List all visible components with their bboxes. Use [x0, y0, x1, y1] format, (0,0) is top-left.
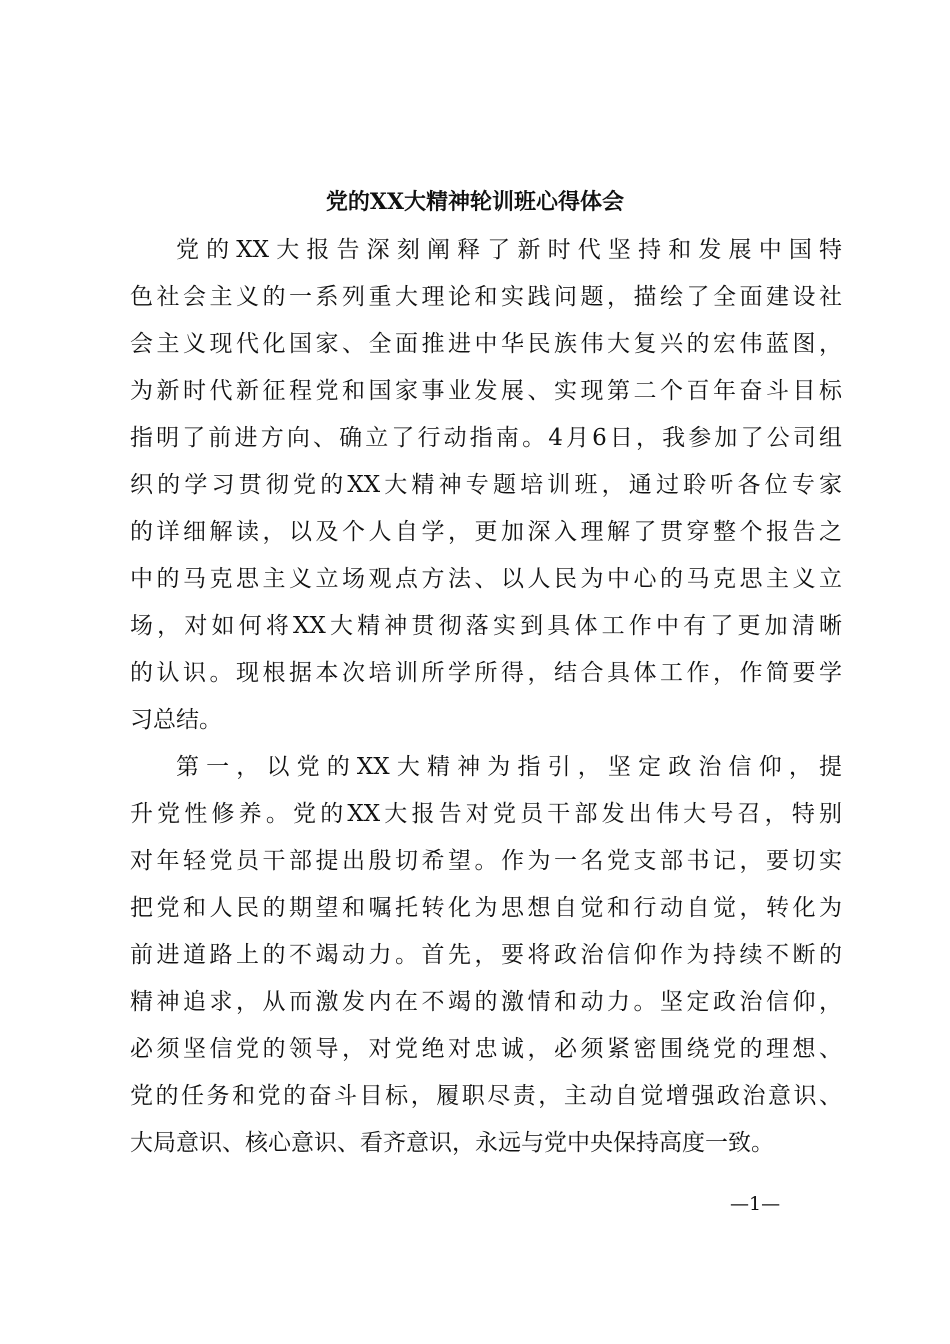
document-title: 党的XX大精神轮训班心得体会	[325, 189, 625, 215]
paragraph-1-line-2: 色社会主义的一系列重大理论和实践问题，描绘了全面建设社	[130, 284, 842, 310]
page-number: —1—	[730, 1193, 781, 1215]
paragraph-2-line-7: 必须坚信党的领导，对党绝对忠诚，必须紧密围绕党的理想、	[130, 1036, 842, 1062]
paragraph-1-line-3: 会主义现代化国家、全面推进中华民族伟大复兴的宏伟蓝图，	[130, 331, 842, 357]
paragraph-2-line-2: 升党性修养。党的XX大报告对党员干部发出伟大号召，特别	[130, 801, 842, 827]
paragraph-1-line-5: 指明了前进方向、确立了行动指南。4月6日，我参加了公司组	[130, 425, 842, 451]
paragraph-2-line-1: 第一，以党的XX大精神为指引，坚定政治信仰，提	[176, 754, 842, 780]
paragraph-2-line-8: 党的任务和党的奋斗目标，履职尽责，主动自觉增强政治意识、	[130, 1083, 842, 1109]
paragraph-2-line-6: 精神追求，从而激发内在不竭的激情和动力。坚定政治信仰，	[130, 989, 842, 1015]
paragraph-1-line-1: 党的XX大报告深刻阐释了新时代坚持和发展中国特	[176, 237, 842, 263]
paragraph-2-line-3: 对年轻党员干部提出殷切希望。作为一名党支部书记，要切实	[130, 848, 842, 874]
paragraph-1-line-11: 习总结。	[130, 707, 222, 733]
paragraph-2-line-4: 把党和人民的期望和嘱托转化为思想自觉和行动自觉，转化为	[130, 895, 842, 921]
paragraph-1-line-10: 的认识。现根据本次培训所学所得，结合具体工作，作简要学	[130, 660, 842, 686]
paragraph-1-line-9: 场，对如何将XX大精神贯彻落实到具体工作中有了更加清晰	[130, 613, 842, 639]
paragraph-1-line-6: 织的学习贯彻党的XX大精神专题培训班，通过聆听各位专家	[130, 472, 842, 498]
paragraph-2-line-5: 前进道路上的不竭动力。首先，要将政治信仰作为持续不断的	[130, 942, 842, 968]
paragraph-1-line-7: 的详细解读，以及个人自学，更加深入理解了贯穿整个报告之	[130, 519, 842, 545]
paragraph-1-line-8: 中的马克思主义立场观点方法、以人民为中心的马克思主义立	[130, 566, 842, 592]
paragraph-1-line-4: 为新时代新征程党和国家事业发展、实现第二个百年奋斗目标	[130, 378, 842, 404]
paragraph-2-line-9: 大局意识、核心意识、看齐意识，永远与党中央保持高度一致。	[130, 1130, 774, 1156]
